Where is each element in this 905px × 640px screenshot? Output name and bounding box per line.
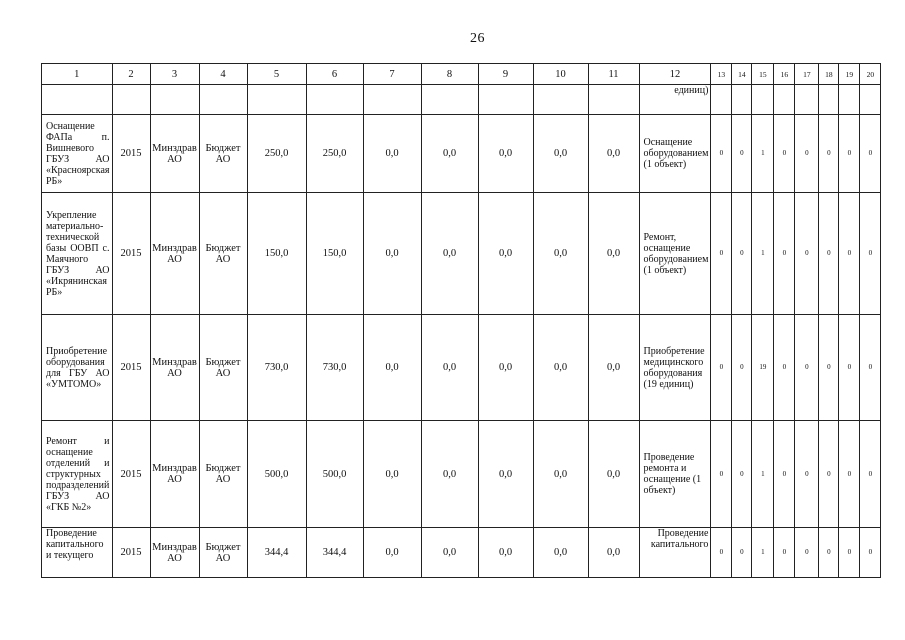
header-cell: 15 bbox=[752, 64, 774, 85]
indicator-cell: 0 bbox=[795, 193, 819, 315]
program-table bbox=[41, 63, 881, 578]
indicator-cell: 0 bbox=[795, 115, 819, 193]
amount-cell: 0,0 bbox=[478, 315, 533, 421]
indicator-cell: 0 bbox=[860, 115, 881, 193]
header-cell: 11 bbox=[588, 64, 639, 85]
event-name-cell: Проведение капитального и текущего bbox=[42, 528, 113, 578]
amount-cell: 0,0 bbox=[533, 421, 588, 528]
indicator-cell: 0 bbox=[839, 193, 860, 315]
indicator-cell: 0 bbox=[774, 115, 795, 193]
indicator-cell: 0 bbox=[732, 528, 752, 578]
indicator-cell: 0 bbox=[711, 193, 732, 315]
executor-cell: Минздрав АО bbox=[150, 193, 199, 315]
amount-cell: 500,0 bbox=[247, 421, 306, 528]
header-cell: 5 bbox=[247, 64, 306, 85]
indicator-cell: 0 bbox=[774, 421, 795, 528]
header-cell: 14 bbox=[732, 64, 752, 85]
amount-cell: 150,0 bbox=[247, 193, 306, 315]
executor-cell: Минздрав АО bbox=[150, 115, 199, 193]
amount-cell: 0,0 bbox=[533, 315, 588, 421]
indicator-cell: 0 bbox=[795, 315, 819, 421]
header-row bbox=[42, 64, 881, 85]
table-row bbox=[42, 315, 881, 421]
amount-cell: 500,0 bbox=[306, 421, 363, 528]
header-cell: 13 bbox=[711, 64, 732, 85]
amount-cell: 0,0 bbox=[588, 193, 639, 315]
result-cell: Проведение капитального bbox=[639, 528, 711, 578]
amount-cell: 0,0 bbox=[421, 193, 478, 315]
result-cell: Проведение ремонта и оснащение (1 объект) bbox=[639, 421, 711, 528]
executor-cell: Минздрав АО bbox=[150, 528, 199, 578]
header-cell: 20 bbox=[860, 64, 881, 85]
amount-cell: 150,0 bbox=[306, 193, 363, 315]
indicator-cell: 0 bbox=[860, 193, 881, 315]
year-cell: 2015 bbox=[112, 421, 150, 528]
event-name-cell: Укрепление материально-технической базы ООВП с. Маячного ГБУЗ АО «Икрянинская РБ» bbox=[42, 193, 113, 315]
indicator-cell: 0 bbox=[839, 528, 860, 578]
indicator-cell: 0 bbox=[819, 421, 839, 528]
source-cell: Бюджет АО bbox=[199, 315, 247, 421]
header-cell: 16 bbox=[774, 64, 795, 85]
result-cell: единиц) bbox=[639, 85, 711, 115]
amount-cell: 0,0 bbox=[363, 115, 421, 193]
indicator-cell: 0 bbox=[711, 528, 732, 578]
indicator-cell: 0 bbox=[732, 193, 752, 315]
amount-cell: 0,0 bbox=[363, 315, 421, 421]
indicator-cell: 19 bbox=[752, 315, 774, 421]
header-cell: 6 bbox=[306, 64, 363, 85]
amount-cell: 0,0 bbox=[421, 115, 478, 193]
indicator-cell: 0 bbox=[819, 115, 839, 193]
amount-cell: 0,0 bbox=[421, 528, 478, 578]
header-cell: 12 bbox=[639, 64, 711, 85]
table-row bbox=[42, 528, 881, 578]
header-cell: 17 bbox=[795, 64, 819, 85]
indicator-cell: 0 bbox=[711, 115, 732, 193]
indicator-cell: 0 bbox=[819, 193, 839, 315]
event-name-cell: Приобретение оборудования для ГБУ АО «УМТОМО» bbox=[42, 315, 113, 421]
continuation-row bbox=[42, 85, 881, 115]
indicator-cell: 0 bbox=[839, 115, 860, 193]
indicator-cell: 0 bbox=[732, 421, 752, 528]
event-name-cell: Оснащение ФАПа п. Вишневого ГБУЗ АО «Красноярская РБ» bbox=[42, 115, 113, 193]
indicator-cell: 1 bbox=[752, 115, 774, 193]
amount-cell: 344,4 bbox=[306, 528, 363, 578]
amount-cell: 250,0 bbox=[306, 115, 363, 193]
amount-cell: 0,0 bbox=[421, 315, 478, 421]
source-cell: Бюджет АО bbox=[199, 421, 247, 528]
amount-cell: 0,0 bbox=[363, 528, 421, 578]
header-cell: 18 bbox=[819, 64, 839, 85]
indicator-cell: 0 bbox=[795, 421, 819, 528]
amount-cell: 0,0 bbox=[588, 528, 639, 578]
indicator-cell: 0 bbox=[839, 315, 860, 421]
result-cell: Приобретение медицинского оборудования (19 единиц) bbox=[639, 315, 711, 421]
indicator-cell: 1 bbox=[752, 421, 774, 528]
amount-cell: 0,0 bbox=[588, 315, 639, 421]
executor-cell: Минздрав АО bbox=[150, 315, 199, 421]
indicator-cell: 0 bbox=[819, 528, 839, 578]
year-cell: 2015 bbox=[112, 528, 150, 578]
executor-cell: Минздрав АО bbox=[150, 421, 199, 528]
amount-cell: 250,0 bbox=[247, 115, 306, 193]
amount-cell: 0,0 bbox=[588, 421, 639, 528]
amount-cell: 0,0 bbox=[478, 193, 533, 315]
header-cell: 8 bbox=[421, 64, 478, 85]
indicator-cell: 0 bbox=[860, 315, 881, 421]
amount-cell: 0,0 bbox=[588, 115, 639, 193]
header-cell: 7 bbox=[363, 64, 421, 85]
amount-cell: 0,0 bbox=[533, 193, 588, 315]
amount-cell: 344,4 bbox=[247, 528, 306, 578]
indicator-cell: 0 bbox=[711, 421, 732, 528]
amount-cell: 0,0 bbox=[478, 115, 533, 193]
amount-cell: 730,0 bbox=[247, 315, 306, 421]
indicator-cell: 0 bbox=[711, 315, 732, 421]
event-name-cell: Ремонт и оснащение отделений и структурных подразделений ГБУЗ АО «ГКБ №2» bbox=[42, 421, 113, 528]
table-row bbox=[42, 421, 881, 528]
header-cell: 2 bbox=[112, 64, 150, 85]
source-cell: Бюджет АО bbox=[199, 115, 247, 193]
table-row bbox=[42, 115, 881, 193]
page-number: 26 bbox=[470, 31, 485, 46]
indicator-cell: 0 bbox=[795, 528, 819, 578]
table-row bbox=[42, 193, 881, 315]
header-cell: 4 bbox=[199, 64, 247, 85]
amount-cell: 0,0 bbox=[478, 421, 533, 528]
amount-cell: 0,0 bbox=[533, 115, 588, 193]
result-cell: Оснащение оборудованием (1 объект) bbox=[639, 115, 711, 193]
indicator-cell: 0 bbox=[774, 315, 795, 421]
result-cell: Ремонт, оснащение оборудованием (1 объект) bbox=[639, 193, 711, 315]
indicator-cell: 0 bbox=[774, 193, 795, 315]
amount-cell: 0,0 bbox=[363, 421, 421, 528]
header-cell: 10 bbox=[533, 64, 588, 85]
indicator-cell: 1 bbox=[752, 193, 774, 315]
indicator-cell: 0 bbox=[839, 421, 860, 528]
indicator-cell: 0 bbox=[819, 315, 839, 421]
header-cell: 3 bbox=[150, 64, 199, 85]
indicator-cell: 0 bbox=[774, 528, 795, 578]
header-cell: 1 bbox=[42, 64, 113, 85]
amount-cell: 0,0 bbox=[533, 528, 588, 578]
amount-cell: 730,0 bbox=[306, 315, 363, 421]
indicator-cell: 1 bbox=[752, 528, 774, 578]
amount-cell: 0,0 bbox=[478, 528, 533, 578]
indicator-cell: 0 bbox=[732, 115, 752, 193]
header-cell: 19 bbox=[839, 64, 860, 85]
indicator-cell: 0 bbox=[732, 315, 752, 421]
year-cell: 2015 bbox=[112, 193, 150, 315]
indicator-cell: 0 bbox=[860, 421, 881, 528]
indicator-cell: 0 bbox=[860, 528, 881, 578]
source-cell: Бюджет АО bbox=[199, 193, 247, 315]
amount-cell: 0,0 bbox=[363, 193, 421, 315]
header-cell: 9 bbox=[478, 64, 533, 85]
year-cell: 2015 bbox=[112, 115, 150, 193]
source-cell: Бюджет АО bbox=[199, 528, 247, 578]
year-cell: 2015 bbox=[112, 315, 150, 421]
amount-cell: 0,0 bbox=[421, 421, 478, 528]
